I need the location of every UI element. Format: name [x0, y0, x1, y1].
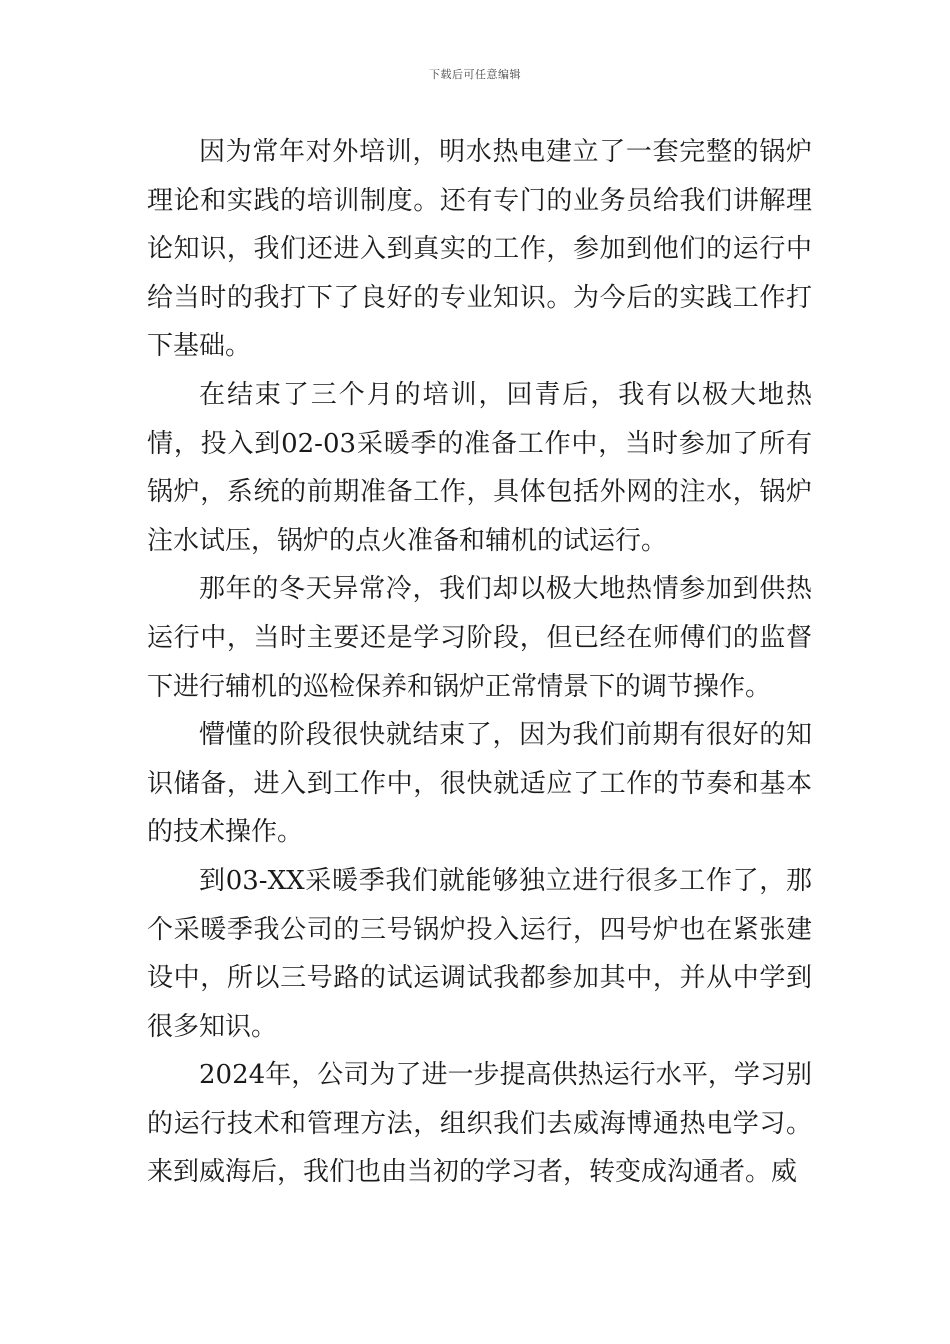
paragraph-heating-season-prep: 在结束了三个月的培训，回青后，我有以极大地热情，投入到02-03采暖季的准备工作中，当时参加了所有锅炉，系统的前期准备工作，具体包括外网的注水，锅炉注水试压，锅炉的点火准备和辅机的试运行。	[147, 379, 812, 556]
paragraph-boiler-three: 到03-XX采暖季我们就能够独立进行很多工作了，那个采暖季我公司的三号锅炉投入运行，四号炉也在紧张建设中，所以三号路的试运调试我都参加其中，并从中学到很多知识。	[147, 865, 812, 1042]
paragraph-weihai-study: 2024年，公司为了进一步提高供热运行水平，学习别的运行技术和管理方法，组织我们去威海博通热电学习。来到威海后，我们也由当初的学习者，转变成沟通者。威	[147, 1060, 812, 1188]
page-header: 下载后可任意编辑	[429, 68, 521, 81]
paragraph-learning-stage: 懵懂的阶段很快就结束了，因为我们前期有很好的知识储备，进入到工作中，很快就适应了工作的节奏和基本的技术操作。	[147, 720, 812, 848]
paragraph-training-system: 因为常年对外培训，明水热电建立了一套完整的锅炉理论和实践的培训制度。还有专门的业务员给我们讲解理论知识，我们还进入到真实的工作，参加到他们的运行中给当时的我打下了良好的专业知识。为今后的实践工作打下基础。	[147, 137, 812, 362]
document-body	[147, 128, 812, 1197]
paragraph-cold-winter: 那年的冬天异常冷，我们却以极大地热情参加到供热运行中，当时主要还是学习阶段，但已经在师傅们的监督下进行辅机的巡检保养和锅炉正常情景下的调节操作。	[147, 574, 812, 702]
